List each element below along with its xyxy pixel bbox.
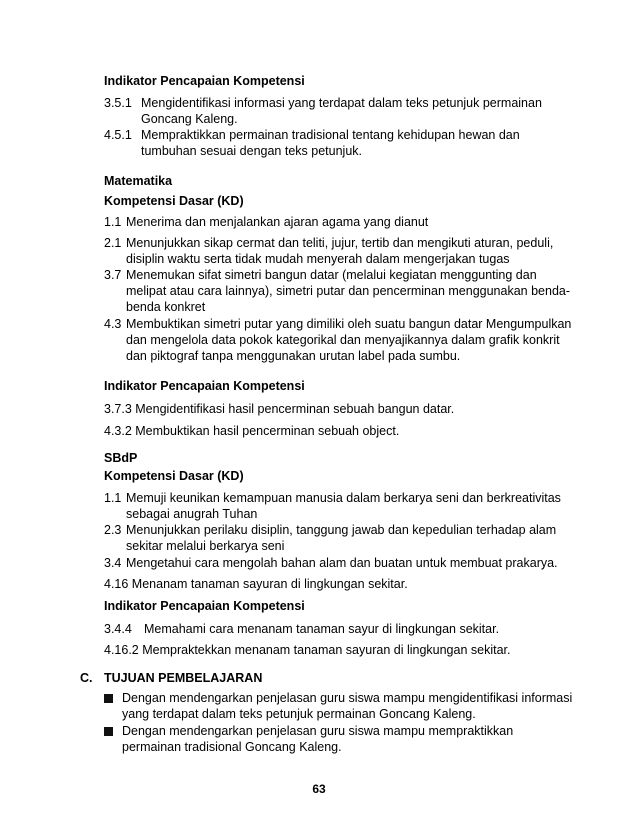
kd-item <box>104 490 574 522</box>
kd-number: 3.7 <box>104 268 122 282</box>
objective-bullet <box>104 723 574 755</box>
subject-title-sbdp: SBdP <box>104 451 138 465</box>
kd-item <box>104 235 574 267</box>
kd-number: 2.1 <box>104 236 122 250</box>
ipk-heading-matematika: Indikator Pencapaian Kompetensi <box>104 379 305 393</box>
kd-text: Membuktikan simetri putar yang dimiliki oleh suatu bangun datar Mengumpulkan dan mengelola data pokok kategorikal dan menyajikannya dalam grafik konkrit dan piktograf tanpa menggunakan urutan label pada sumbu. <box>126 317 572 363</box>
section-heading-c <box>80 670 262 686</box>
ipk-text: Mempraktikkan permainan tradisional tentang kehidupan hewan dan tumbuhan sesuai dengan teks petunjuk. <box>141 128 520 158</box>
ipk-text: Mengidentifikasi informasi yang terdapat dalam teks petunjuk permainan Goncang Kaleng. <box>141 96 542 126</box>
square-bullet-icon <box>104 727 113 736</box>
ipk-number: 4.5.1 <box>104 128 132 142</box>
kd-item <box>104 214 574 230</box>
kd-text: Menemukan sifat simetri bangun datar (melalui kegiatan menggunting dan melipat atau cara lainnya), simetri putar dan pencerminan menggunakan benda-benda konkret <box>126 268 571 314</box>
ipk-heading-bahasa: Indikator Pencapaian Kompetensi <box>104 74 305 88</box>
kd-text: Menunjukkan sikap cermat dan teliti, jujur, tertib dan mengikuti aturan, peduli, disiplin waktu serta tidak mudah menyerah dalam mengerjakan tugas <box>126 236 554 266</box>
ipk-line: 4.3.2 Membuktikan hasil pencerminan sebuah object. <box>104 424 400 438</box>
kd-line: 4.16 Menanam tanaman sayuran di lingkungan sekitar. <box>104 577 408 591</box>
kd-heading-sbdp: Kompetensi Dasar (KD) <box>104 469 244 483</box>
ipk-text: Memahami cara menanam tanaman sayur di lingkungan sekitar. <box>144 622 500 636</box>
objective-text: Dengan mendengarkan penjelasan guru siswa mampu mempraktikkan permainan tradisional Goncang Kaleng. <box>122 724 514 754</box>
kd-number: 4.3 <box>104 317 122 331</box>
kd-item <box>104 555 574 571</box>
kd-number: 2.3 <box>104 523 122 537</box>
ipk-line: 4.16.2 Mempraktekkan menanam tanaman sayuran di lingkungan sekitar. <box>104 643 511 657</box>
kd-text: Mengetahui cara mengolah bahan alam dan buatan untuk membuat prakarya. <box>126 556 558 570</box>
ipk-heading-sbdp: Indikator Pencapaian Kompetensi <box>104 599 305 613</box>
subject-title-matematika: Matematika <box>104 174 173 188</box>
ipk-number: 3.5.1 <box>104 96 132 110</box>
ipk-number: 3.4.4 <box>104 622 132 636</box>
kd-number: 1.1 <box>104 491 122 505</box>
kd-text: Memuji keunikan kemampuan manusia dalam berkarya seni dan berkreativitas sebagai anugrah Tuhan <box>126 491 561 521</box>
kd-heading-matematika: Kompetensi Dasar (KD) <box>104 194 244 208</box>
ipk-item <box>104 95 574 127</box>
objective-bullet <box>104 690 574 722</box>
ipk-item <box>104 127 574 159</box>
square-bullet-icon <box>104 694 113 703</box>
section-title: TUJUAN PEMBELAJARAN <box>104 671 263 685</box>
ipk-line: 3.7.3 Mengidentifikasi hasil pencerminan sebuah bangun datar. <box>104 402 455 416</box>
section-letter: C. <box>80 671 93 685</box>
kd-number: 3.4 <box>104 556 122 570</box>
kd-number: 1.1 <box>104 215 122 229</box>
kd-text: Menerima dan menjalankan ajaran agama yang dianut <box>126 215 429 229</box>
page-number: 63 <box>312 782 326 796</box>
objective-text: Dengan mendengarkan penjelasan guru siswa mampu mengidentifikasi informasi yang terdapat dalam teks petunjuk permainan Goncang Kaleng. <box>122 691 573 721</box>
kd-item <box>104 522 574 554</box>
kd-text: Menunjukkan perilaku disiplin, tanggung jawab dan kepedulian terhadap alam sekitar melalui berkarya seni <box>126 523 557 553</box>
kd-item <box>104 267 574 315</box>
kd-item <box>104 316 574 364</box>
ipk-item <box>104 621 574 637</box>
